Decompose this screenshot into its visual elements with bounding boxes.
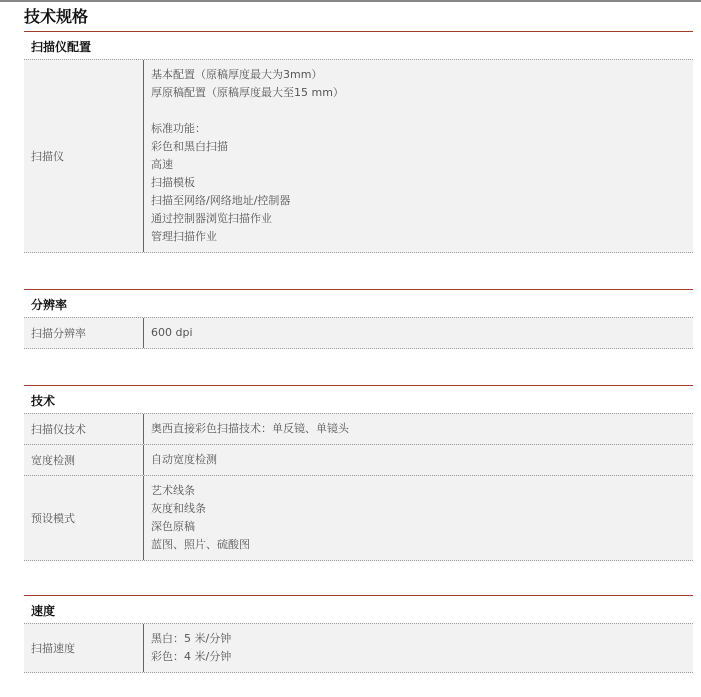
spec-value-line: 黑白：5 米/分钟 [151, 632, 232, 645]
spec-value-spacer [151, 102, 693, 120]
spec-label: 扫描分辨率 [31, 327, 86, 340]
spec-value-line: 自动宽度检测 [151, 453, 217, 466]
section-heading: 扫描仪配置 [24, 31, 693, 59]
spec-value-line: 600 dpi [151, 326, 193, 339]
spec-value-line: 扫描至网络/网络地址/控制器 [151, 194, 291, 207]
section-heading: 技术 [24, 385, 693, 413]
spec-value [143, 318, 693, 348]
section-scanner-config [24, 31, 693, 253]
spec-value-line: 灰度和线条 [151, 502, 206, 515]
section-resolution [24, 289, 693, 349]
spec-label: 扫描仪 [31, 150, 64, 163]
spec-label: 宽度检测 [31, 454, 75, 467]
spec-value-line: 蓝图、照片、硫酸图 [151, 538, 250, 551]
spec-value-line: 管理扫描作业 [151, 230, 217, 243]
spec-value-line: 深色原稿 [151, 520, 195, 533]
spec-value [143, 60, 693, 252]
spec-value [143, 624, 693, 672]
spec-value [143, 476, 693, 560]
spec-row-width-detection [24, 444, 693, 475]
spec-row-scan-speed [24, 623, 693, 673]
spec-value-line: 扫描模板 [151, 176, 195, 189]
spec-label: 扫描速度 [31, 642, 75, 655]
spec-label: 扫描仪技术 [31, 423, 86, 436]
spec-value-line: 高速 [151, 158, 173, 171]
top-border-line [0, 0, 701, 2]
spec-row-scanner-technology [24, 413, 693, 444]
spec-value-line: 通过控制器浏览扫描作业 [151, 212, 272, 225]
spec-row-scan-resolution [24, 317, 693, 349]
spec-value [143, 414, 693, 444]
spec-value-line: 基本配置（原稿厚度最大为3mm） [151, 68, 323, 81]
section-heading: 分辨率 [24, 289, 693, 317]
spec-value-line: 彩色：4 米/分钟 [151, 650, 232, 663]
spec-value [143, 445, 693, 475]
section-speed [24, 595, 693, 673]
spec-row-preset-modes [24, 475, 693, 561]
spec-value-line: 标准功能： [151, 122, 206, 135]
spec-row-scanner [24, 59, 693, 253]
spec-value-line: 艺术线条 [151, 484, 195, 497]
spec-value-line: 彩色和黑白扫描 [151, 140, 228, 153]
spec-value-line: 奥西直接彩色扫描技术：单反镜、单镜头 [151, 422, 349, 435]
spec-value-line: 厚原稿配置（原稿厚度最大至15 mm） [151, 86, 344, 99]
section-heading: 速度 [24, 595, 693, 623]
spec-label: 预设模式 [31, 512, 75, 525]
page-title: 技术规格 [24, 7, 89, 26]
section-technology [24, 385, 693, 561]
